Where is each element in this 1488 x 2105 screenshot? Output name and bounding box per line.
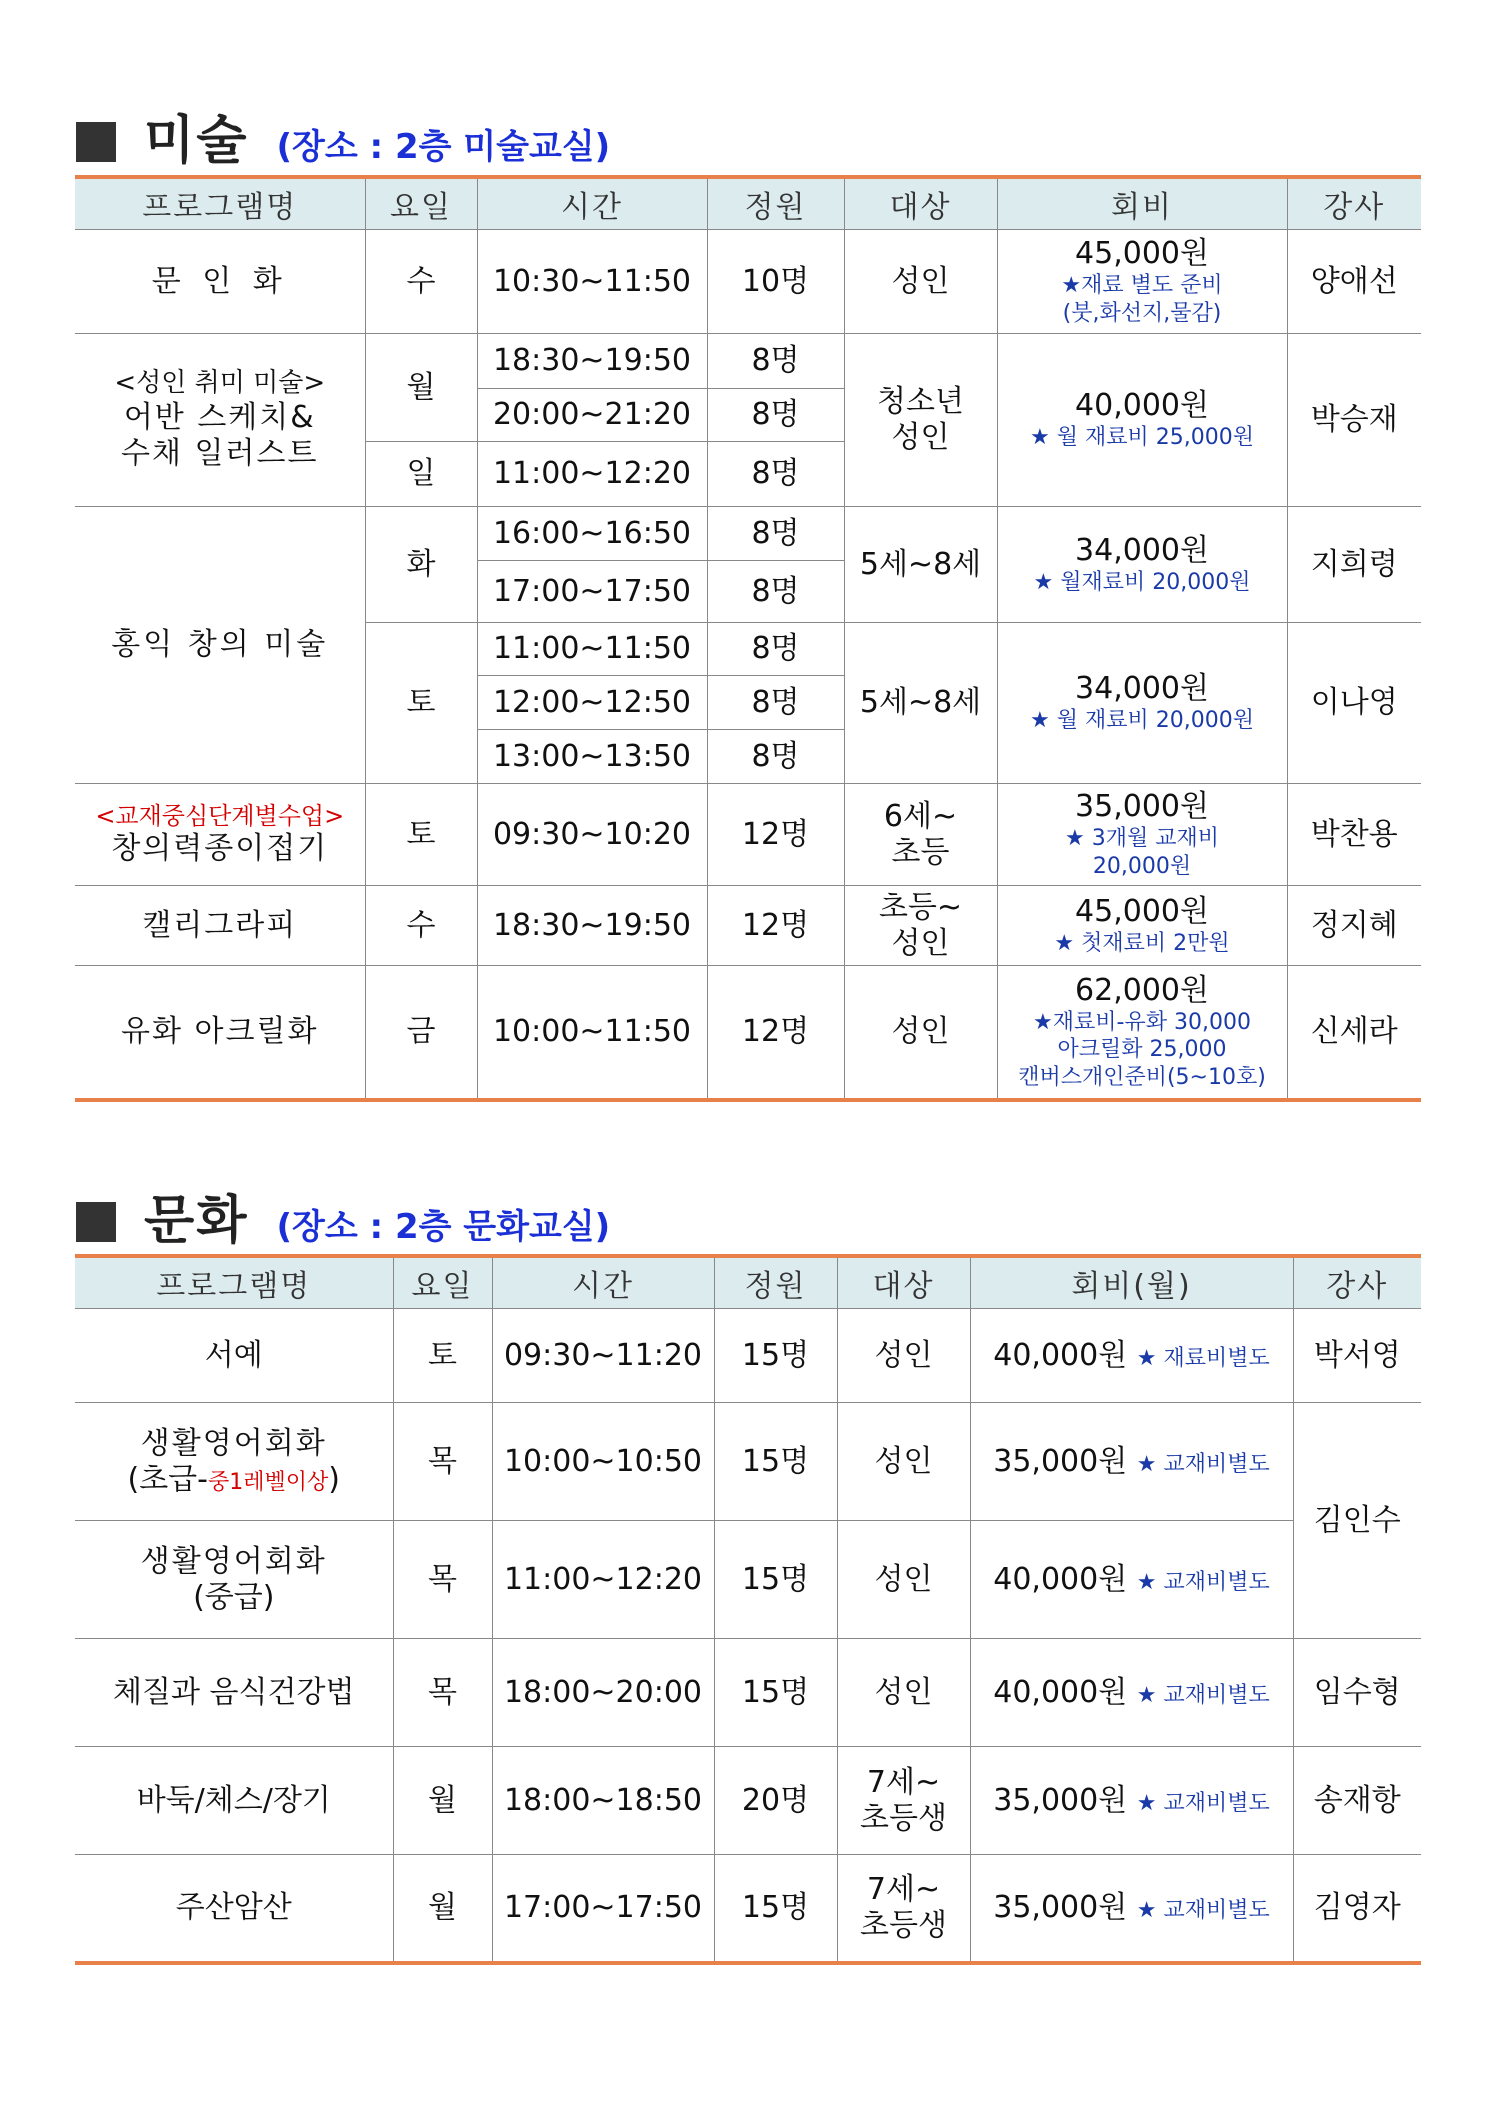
capacity-cell: 8명 [707,334,844,389]
time-cell: 18:00~20:00 [492,1639,714,1747]
header-target: 대상 [844,177,997,230]
day-cell: 목 [393,1403,492,1521]
fee-cell [970,1639,1293,1747]
program-name [75,1403,393,1521]
day-cell: 수 [365,886,477,966]
header-capacity: 정원 [707,177,844,230]
header-day: 요일 [393,1256,492,1309]
header-day: 요일 [365,177,477,230]
fee-cell [997,784,1287,886]
fee-note: ★재료비-유화 30,000 [1033,1009,1251,1035]
fee-note: ★ 교재비별도 [1136,1897,1270,1923]
culture-table [75,1254,1421,1965]
header-fee: 회비 [997,177,1287,230]
program-name [75,334,365,507]
time-cell: 12:00~12:50 [477,676,707,730]
teacher-cell: 박찬용 [1287,784,1421,886]
day-cell: 월 [393,1747,492,1855]
program-name-line: 수채 일러스트 [121,435,319,471]
day-cell: 토 [365,623,477,784]
fee-amount: 34,000원 [1075,671,1209,707]
fee-amount: 40,000원 [993,1561,1128,1597]
time-cell: 09:30~10:20 [477,784,707,886]
art-title: 미술 [144,111,249,171]
culture-section-title [76,1178,610,1253]
day-cell: 일 [365,442,477,507]
table-row [75,507,1421,561]
teacher-cell: 신세라 [1287,966,1421,1100]
fee-note: 캔버스개인준비(5~10호) [1018,1064,1266,1090]
capacity-cell: 8명 [707,623,844,676]
header-capacity: 정원 [714,1256,837,1309]
target-cell: 성인 [837,1521,970,1639]
fee-cell [997,623,1287,784]
target-cell [844,334,997,507]
teacher-cell: 송재항 [1293,1747,1421,1855]
header-teacher: 강사 [1293,1256,1421,1309]
day-cell: 토 [393,1309,492,1403]
table-row [75,886,1421,966]
capacity-cell: 12명 [707,966,844,1100]
program-name: 문 인 화 [75,230,365,334]
fee-note: ★ 교재비별도 [1136,1790,1270,1816]
day-cell: 금 [365,966,477,1100]
fee-cell [997,886,1287,966]
table-row [75,1855,1421,1963]
capacity-cell: 15명 [714,1639,837,1747]
target-line: 6세~ [883,798,958,834]
program-name: 유화 아크릴화 [75,966,365,1100]
fee-cell [997,966,1287,1100]
program-name: 캘리그라피 [75,886,365,966]
table-row [75,1747,1421,1855]
art-table [75,175,1421,1102]
fee-note: ★재료 별도 준비 [1061,273,1223,298]
fee-cell [997,230,1287,334]
program-name-line [79,1462,389,1498]
target-cell: 성인 [837,1639,970,1747]
program-name-line: 어반 스케치& [123,399,316,435]
target-line: 초등생 [860,1907,947,1943]
art-location: (장소 : 2층 미술교실) [276,127,611,167]
target-line: 초등 [891,834,950,870]
target-cell [837,1747,970,1855]
fee-cell [970,1855,1293,1963]
fee-amount: 35,000원 [993,1782,1128,1818]
teacher-cell: 박서영 [1293,1309,1421,1403]
fee-cell [970,1747,1293,1855]
fee-amount: 34,000원 [1075,532,1209,568]
header-fee: 회비(월) [970,1256,1293,1309]
time-cell: 11:00~12:20 [477,442,707,507]
fee-note: ★ 교재비별도 [1136,1569,1270,1595]
day-cell: 토 [365,784,477,886]
fee-amount: 45,000원 [1075,893,1209,929]
culture-header-row [75,1256,1421,1309]
table-row [75,1403,1421,1521]
teacher-cell: 이나영 [1287,623,1421,784]
table-row [75,1309,1421,1403]
level-note: 중1레벨이상 [208,1469,329,1495]
day-cell: 월 [365,334,477,442]
fee-note: ★ 월 재료비 20,000원 [1030,708,1254,734]
fee-cell [997,507,1287,623]
fee-amount: 40,000원 [993,1674,1128,1710]
fee-note: ★ 교재비별도 [1136,1451,1270,1477]
header-time: 시간 [492,1256,714,1309]
fee-cell [970,1521,1293,1639]
square-bullet-icon [76,1202,116,1242]
culture-location: (장소 : 2층 문화교실) [276,1207,611,1247]
fee-note: ★ 3개월 교재비 [1065,826,1219,851]
target-cell [837,1855,970,1963]
fee-amount: 35,000원 [1075,789,1209,824]
target-line: 초등~ [878,889,963,925]
fee-cell [970,1309,1293,1403]
fee-amount: 40,000원 [993,1337,1128,1373]
capacity-cell: 10명 [707,230,844,334]
capacity-cell: 12명 [707,886,844,966]
target-cell: 성인 [844,230,997,334]
program-name: 체질과 음식건강법 [75,1639,393,1747]
time-cell: 17:00~17:50 [477,561,707,623]
program-name-line: (중급) [193,1579,275,1615]
day-cell: 수 [365,230,477,334]
fee-note: ★ 월 재료비 25,000원 [1030,425,1254,451]
table-row [75,230,1421,334]
header-teacher: 강사 [1287,177,1421,230]
time-cell: 10:30~11:50 [477,230,707,334]
target-line: 성인 [891,925,950,961]
level-prefix: (초급- [127,1461,208,1497]
capacity-cell: 15명 [714,1309,837,1403]
time-cell: 11:00~11:50 [477,623,707,676]
culture-title: 문화 [144,1191,249,1251]
table-row [75,784,1421,886]
fee-note: 20,000원 [1092,853,1192,879]
teacher-cell: 지희령 [1287,507,1421,623]
day-cell: 화 [365,507,477,623]
fee-note: 아크릴화 25,000 [1057,1037,1227,1062]
capacity-cell: 8명 [707,442,844,507]
fee-note: ★ 교재비별도 [1136,1682,1270,1708]
fee-cell [970,1403,1293,1521]
capacity-cell: 15명 [714,1855,837,1963]
day-cell: 목 [393,1521,492,1639]
capacity-cell: 8명 [707,389,844,442]
table-row [75,1521,1421,1639]
target-cell: 5세~8세 [844,623,997,784]
capacity-cell: 15명 [714,1403,837,1521]
target-cell: 5세~8세 [844,507,997,623]
capacity-cell: 15명 [714,1521,837,1639]
day-cell: 목 [393,1639,492,1747]
table-row [75,334,1421,389]
time-cell: 16:00~16:50 [477,507,707,561]
art-header-row [75,177,1421,230]
program-name-line: 생활영어회화 [140,1425,327,1461]
time-cell: 18:00~18:50 [492,1747,714,1855]
fee-note: ★ 첫재료비 2만원 [1054,930,1230,956]
target-cell [844,886,997,966]
art-section-title [76,98,610,173]
time-cell: 11:00~12:20 [492,1521,714,1639]
square-bullet-icon [76,122,116,162]
time-cell: 10:00~10:50 [492,1403,714,1521]
target-cell: 성인 [844,966,997,1100]
fee-note: ★ 재료비별도 [1136,1345,1270,1371]
fee-amount: 62,000원 [1075,972,1209,1008]
target-line: 7세~ [866,1764,941,1800]
target-line: 성인 [891,420,950,455]
header-program: 프로그램명 [75,1256,393,1309]
fee-note: (붓,화선지,물감) [1062,300,1222,326]
header-target: 대상 [837,1256,970,1309]
teacher-cell: 김영자 [1293,1855,1421,1963]
capacity-cell: 8명 [707,507,844,561]
teacher-cell: 임수형 [1293,1639,1421,1747]
fee-cell [997,334,1287,507]
capacity-cell: 8명 [707,561,844,623]
target-cell: 성인 [837,1403,970,1521]
program-name: 바둑/체스/장기 [75,1747,393,1855]
teacher-cell: 양애선 [1287,230,1421,334]
day-cell: 월 [393,1855,492,1963]
program-name: 주산암산 [75,1855,393,1963]
capacity-cell: 8명 [707,730,844,784]
time-cell: 20:00~21:20 [477,389,707,442]
time-cell: 17:00~17:50 [492,1855,714,1963]
teacher-cell: 정지혜 [1287,886,1421,966]
fee-amount: 45,000원 [1075,236,1209,271]
time-cell: 09:30~11:20 [492,1309,714,1403]
program-name-line: 생활영어회화 [140,1543,327,1579]
target-line: 청소년 [877,384,964,419]
time-cell: 10:00~11:50 [477,966,707,1100]
program-name: 서예 [75,1309,393,1403]
program-name: 홍익 창의 미술 [75,507,365,784]
program-name [75,784,365,886]
capacity-cell: 20명 [714,1747,837,1855]
target-cell [844,784,997,886]
program-subtitle: <성인 취미 미술> [114,368,326,399]
target-line: 7세~ [866,1871,941,1907]
fee-note: ★ 월재료비 20,000원 [1033,569,1251,595]
capacity-cell: 12명 [707,784,844,886]
time-cell: 18:30~19:50 [477,334,707,389]
time-cell: 18:30~19:50 [477,886,707,966]
level-suffix: ) [328,1461,340,1497]
teacher-cell: 박승재 [1287,334,1421,507]
table-row [75,1639,1421,1747]
fee-amount: 35,000원 [993,1443,1128,1479]
capacity-cell: 8명 [707,676,844,730]
program-name [75,1521,393,1639]
target-cell: 성인 [837,1309,970,1403]
header-program: 프로그램명 [75,177,365,230]
teacher-cell: 김인수 [1293,1403,1421,1639]
fee-amount: 35,000원 [993,1889,1128,1925]
header-time: 시간 [477,177,707,230]
target-line: 초등생 [860,1800,947,1836]
fee-amount: 40,000원 [1075,388,1209,424]
table-row [75,966,1421,1100]
time-cell: 13:00~13:50 [477,730,707,784]
program-name-line: 창의력종이접기 [111,830,329,866]
program-subtitle: <교재중심단계별수업> [95,802,345,831]
